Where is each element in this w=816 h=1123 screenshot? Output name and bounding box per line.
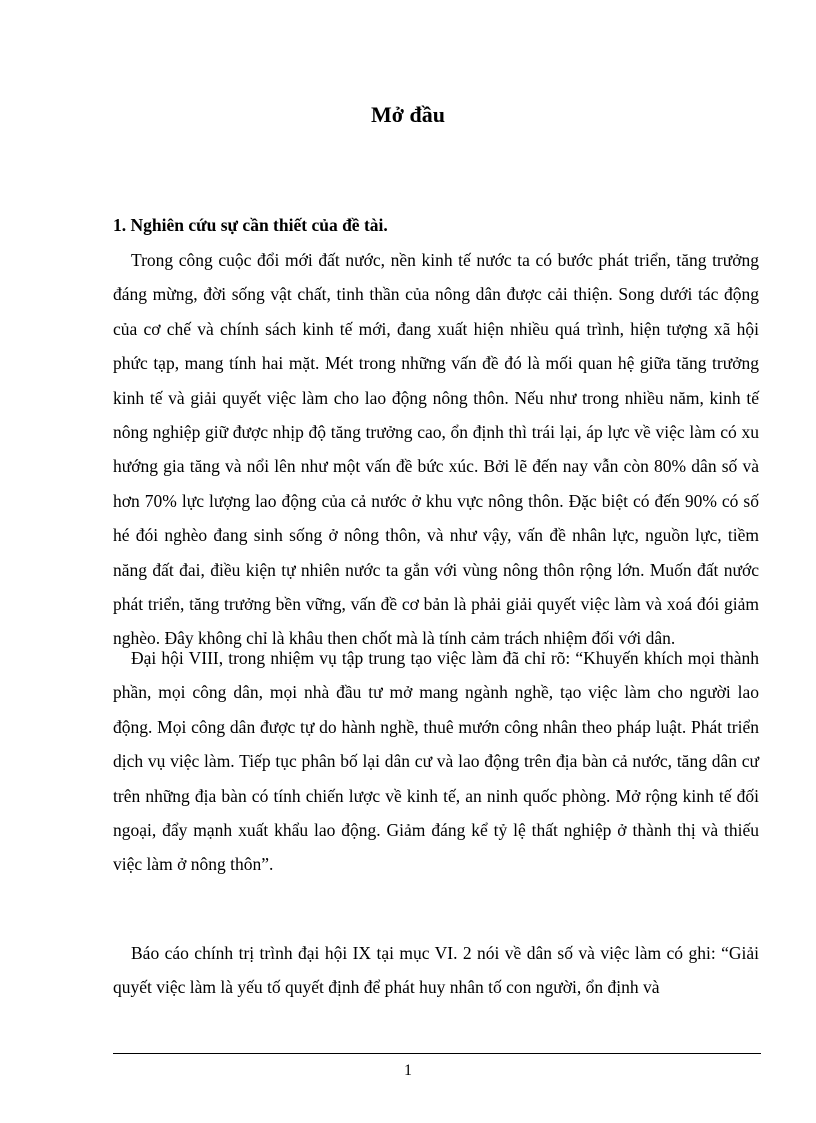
body-paragraph: Trong công cuộc đổi mới đất nước, nền kinh tế nước ta có bước phát triển, tăng trưởng đáng mừng, đời sống vật chất, tinh thần của nông dân được cải thiện. Song dưới tác động của cơ chế và chính sách kinh tế mới, đang xuất hiện nhiều quá trình, hiện tượng xã hội phức tạp, mang tính hai mặt. Mét trong những vấn đề đó là mối quan hệ giữa tăng trưởng kinh tế và giải quyết việc làm cho lao động nông thôn. Nếu như trong nhiều năm, kinh tế nông nghiệp giữ được nhịp độ tăng trưởng cao, ổn định thì trái lại, áp lực về việc làm có xu hướng gia tăng và nổi lên như một vấn đề bức xúc. Bởi lẽ đến nay vẫn còn 80% dân số và hơn 70% lực lượng lao động của cả nước ở khu vực nông thôn. Đặc biệt có đến 90% có số hé đói nghèo đang sinh sống ở nông thôn, và như vậy, vấn đề nhân lực, nguồn lực, tiềm năng đất đai, điều kiện tự nhiên nước ta gắn với vùng nông thôn rộng lớn. Muốn đất nước phát triển, tăng trưởng bền vững, vấn đề cơ bản là phải giải quyết việc làm và xoá đói giảm nghèo. Đây không chỉ là khâu then chốt mà là tính cảm trách nhiệm đối với dân.: [113, 250, 759, 649]
page-number: 1: [404, 1062, 412, 1079]
body-paragraph: Đại hội VIII, trong nhiệm vụ tập trung tạo việc làm đã chỉ rõ: “Khuyến khích mọi thành phần, mọi công dân, mọi nhà đầu tư mở mang ngành nghề, tạo việc làm cho người lao động. Mọi công dân được tự do hành nghề, thuê mướn công nhân theo pháp luật. Phát triển dịch vụ việc làm. Tiếp tục phân bố lại dân cư và lao động trên địa bàn cả nước, tăng dân cư trên những địa bàn có tính chiến lược về kinh tế, an ninh quốc phòng. Mở rộng kinh tế đối ngoại, đẩy mạnh xuất khẩu lao động. Giảm đáng kể tỷ lệ thất nghiệp ở thành thị và thiếu việc làm ở nông thôn”.: [113, 648, 759, 875]
page-title: Mở đầu: [371, 102, 445, 127]
body-paragraph: Báo cáo chính trị trình đại hội IX tại mục VI. 2 nói về dân số và việc làm có ghi: “Giải quyết việc làm là yếu tố quyết định để phát huy nhân tố con người, ổn định và: [113, 943, 759, 998]
section-heading: 1. Nghiên cứu sự cần thiết của đề tài.: [113, 215, 388, 235]
footer-divider: [113, 1053, 761, 1054]
